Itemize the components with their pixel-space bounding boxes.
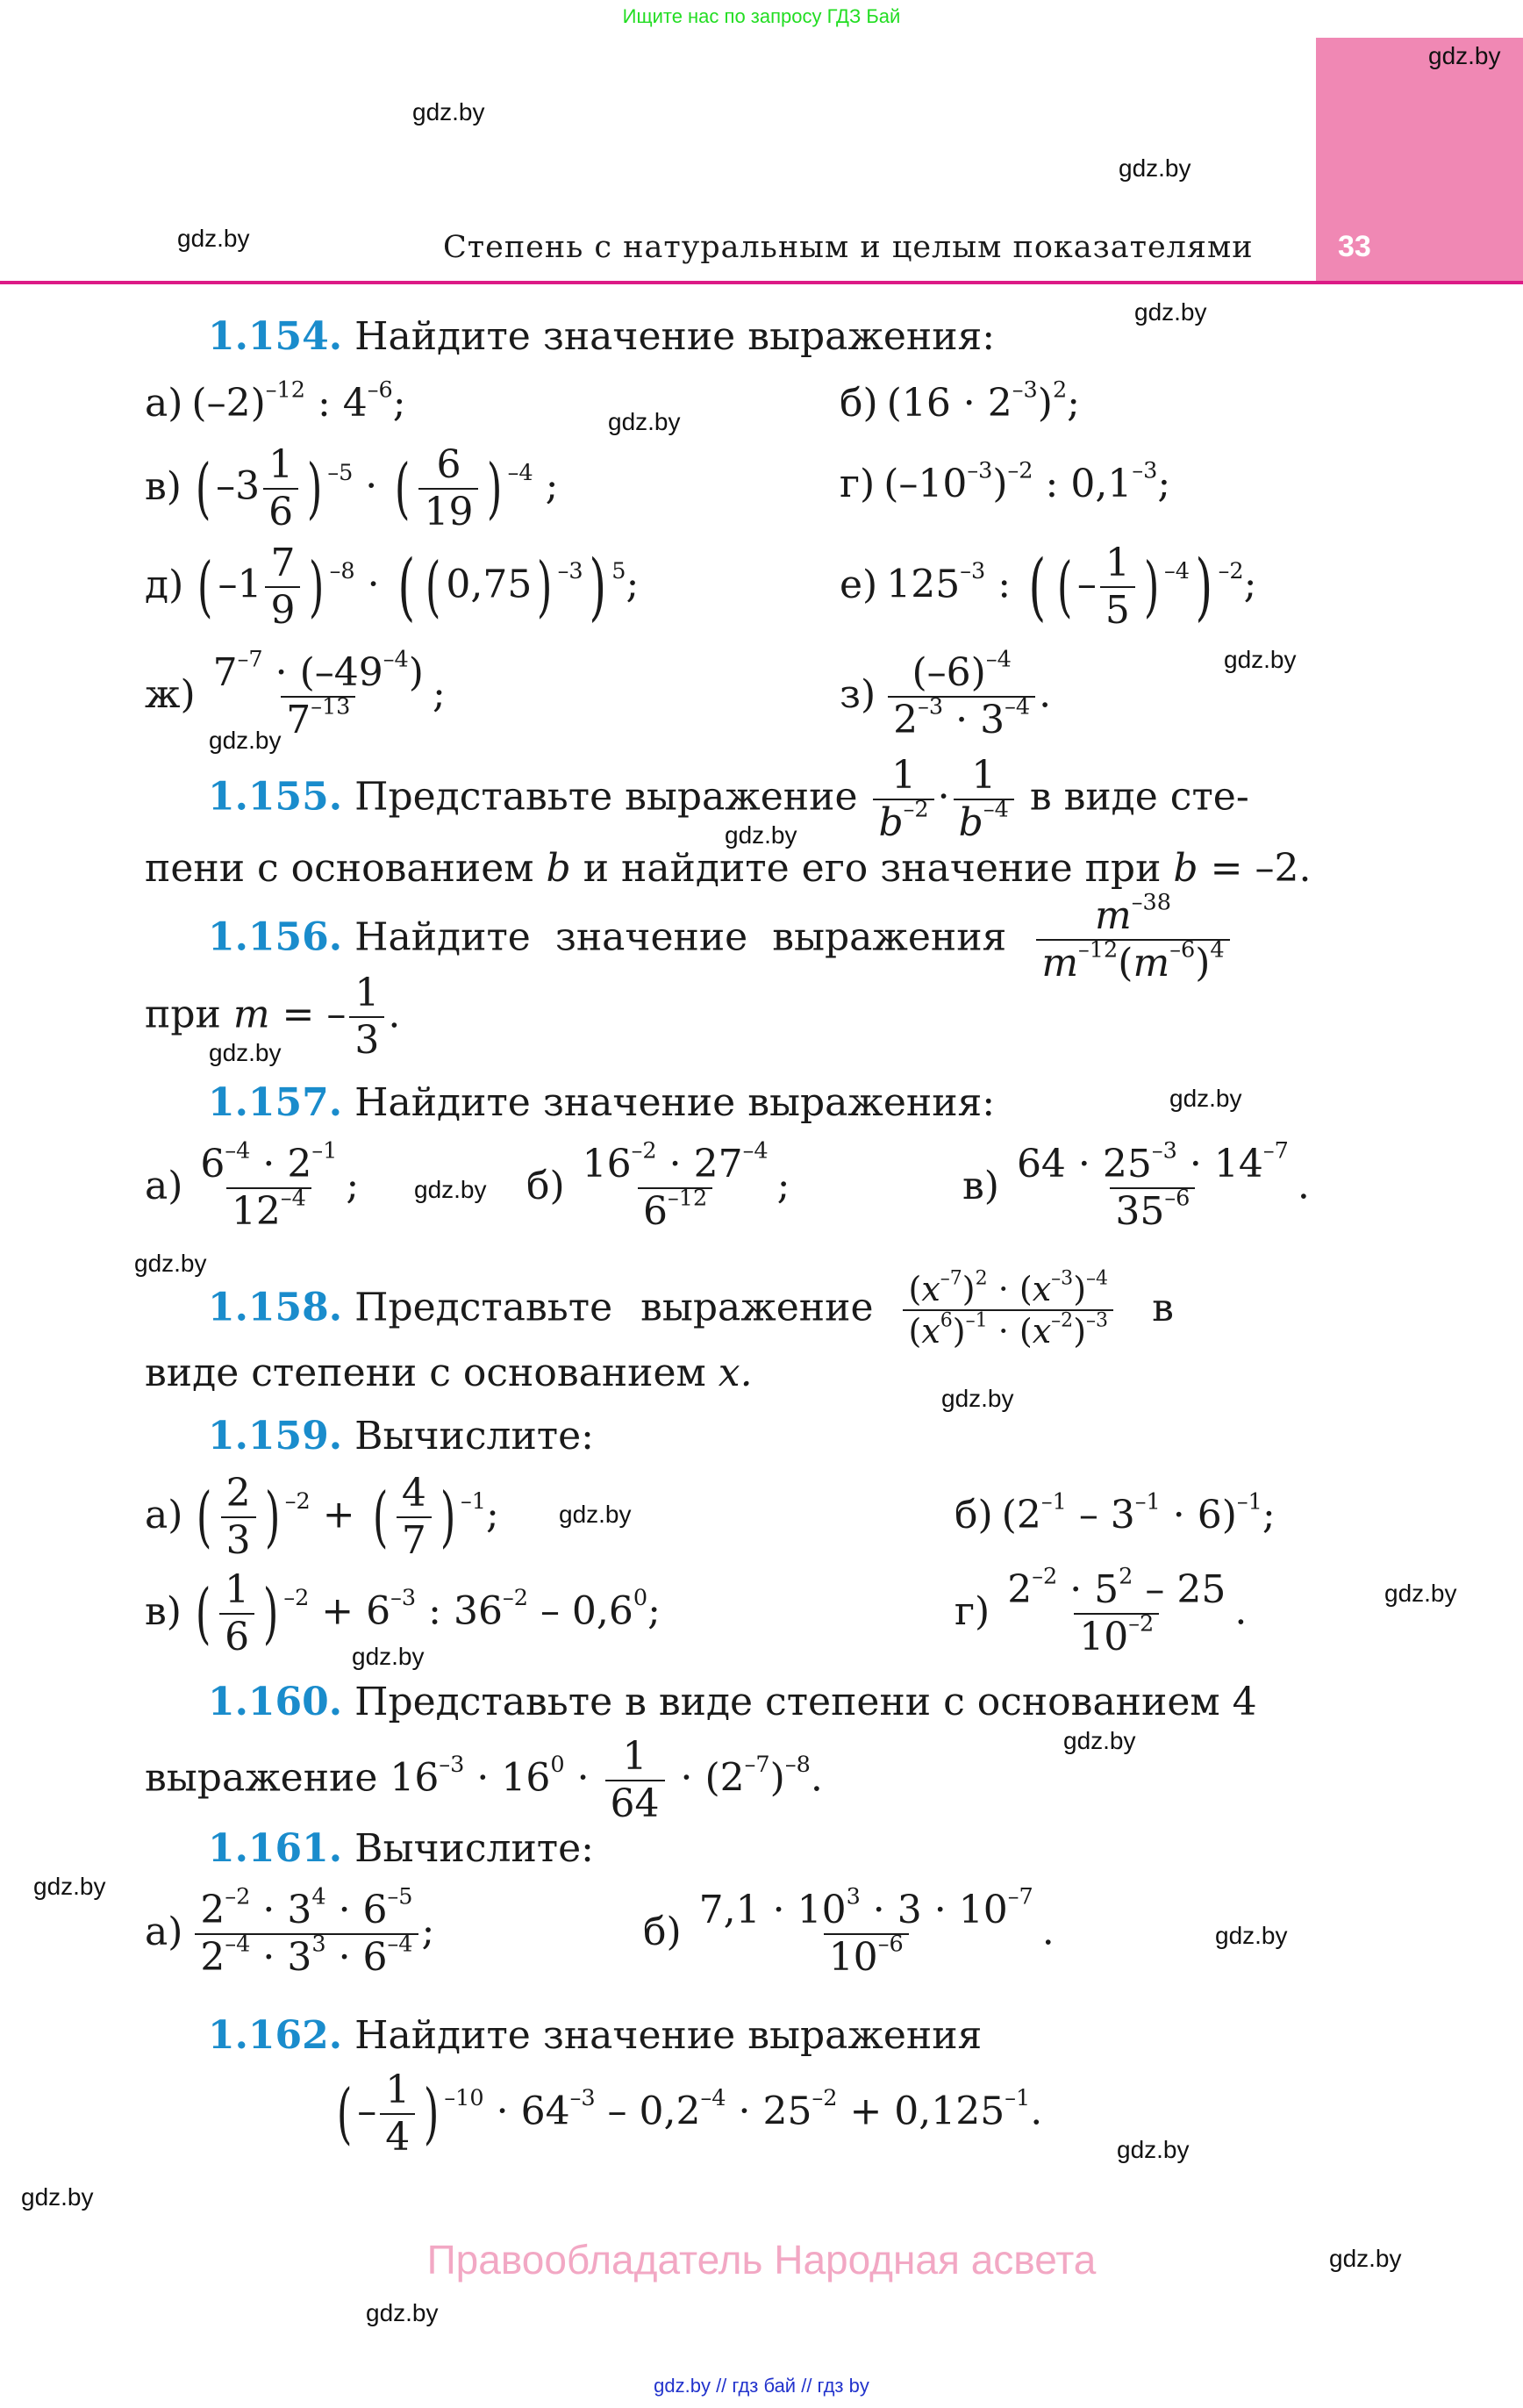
exercise-1-161-a: а) $\frac{2^{-2} \cdot 3^4 \cdot 6^{-5}}{2^{-4} \cdot 3^3 \cdot 6^{-4}}$ ; (145, 1883, 435, 1980)
exercise-1-156-line1: 1.156. Найдите значение выражения $\frac{m^{-38}}{m^{-12}(m^{-6})^4}$ (208, 897, 1233, 983)
copyright-notice: Правообладатель Народная асвета (426, 2237, 1097, 2283)
watermark: gdz.by (412, 98, 485, 125)
exercise-1-159-v: в) ( $\frac{1}{6}$ ) $^{-2} + 6^{-3}$ : $36^{-2} - 0,6^0$; (145, 1567, 661, 1659)
watermark: gdz.by (608, 408, 681, 435)
exercise-1-154-a: а) $(-2)^{-12}$ : $4^{-6}$; (145, 376, 406, 426)
watermark: gdz.by (1428, 42, 1501, 69)
exercise-1-162-heading: 1.162. Найдите значение выражения (208, 2013, 983, 2058)
running-title: Степень с натуральным и целым показателями (443, 230, 1254, 265)
search-banner: Ищите нас по запросу ГДЗ Бай (622, 5, 901, 27)
exercise-1-154-zh: ж) $\frac{7^{-7} \cdot (-49^{-4})}{7^{-13}}$ ; (145, 646, 446, 742)
watermark: gdz.by (177, 225, 250, 252)
exercise-1-154-e: е) $125^{-3}$ : ( ( – $\frac{1}{5}$ ) $^{-4}$) $^{-2}$; (840, 541, 1257, 633)
exercise-1-154-z: з) $\frac{(-6)^{-4}}{2^{-3} \cdot 3^{-4}}$ . (840, 646, 1052, 742)
exercise-1-158-line2: виде степени с основанием x. (145, 1351, 753, 1395)
exercise-1-161-b: б) $\frac{7,1 \cdot 10^3 \cdot 3 \cdot 10^{-7}}{10^{-6}}$ . (643, 1883, 1055, 1980)
watermark: gdz.by (414, 1176, 487, 1203)
exercise-1-157-v: в) $\frac{64 \cdot 25^{-3} \cdot 14^{-7}}{35^{-6}}$ . (962, 1137, 1310, 1234)
watermark: gdz.by (33, 1873, 106, 1900)
watermark: gdz.by (352, 1643, 425, 1670)
exercise-prompt: Найдите значение выражения: (354, 314, 996, 359)
exercise-1-162-expression: ( – $\frac{1}{4}$ ) $^{-10} \cdot 64^{-3} - 0,2^{-4} \cdot 25^{-2} + 0,125^{-1}$. (336, 2068, 1043, 2160)
watermark: gdz.by (725, 821, 797, 849)
watermark: gdz.by (21, 2183, 94, 2211)
watermark: gdz.by (1384, 1580, 1457, 1607)
exercise-1-154-g: г) $(-10^{-3})^{-2}$ : $0,1^{-3}$; (840, 457, 1171, 506)
watermark: gdz.by (1119, 154, 1191, 182)
watermark: gdz.by (1134, 298, 1207, 326)
footer-links[interactable]: gdz.by // гдз бай // гдз by (654, 2375, 869, 2397)
exercise-1-161-heading: 1.161. Вычислите: (208, 1826, 595, 1871)
exercise-1-157-b: б) $\frac{16^{-2} \cdot 27^{-4}}{6^{-12}}$ ; (526, 1137, 790, 1234)
watermark: gdz.by (366, 2299, 439, 2326)
exercise-1-154-b: б) $(16 \cdot 2^{-3})^2$; (840, 376, 1080, 426)
watermark: gdz.by (1169, 1085, 1242, 1112)
exercise-1-154-heading (208, 314, 996, 359)
watermark: gdz.by (1063, 1727, 1136, 1754)
header-rule (0, 281, 1523, 284)
exercise-1-160-line1: 1.160. Представьте в виде степени с основанием 4 (208, 1680, 1257, 1724)
watermark: gdz.by (1215, 1922, 1288, 1949)
watermark: gdz.by (1224, 646, 1297, 673)
exercise-1-159-b: б) $(2^{-1} - 3^{-1} \cdot 6)^{-1}$; (955, 1488, 1276, 1537)
exercise-1-160-line2: выражение $16^{-3} \cdot 16^0$ · $\frac{1}{64}$ · $(2^{-7})^{-8}$. (145, 1734, 823, 1826)
watermark: gdz.by (209, 1039, 282, 1066)
exercise-1-156-line2: при m = – $\frac{1}{3}$ . (145, 971, 401, 1063)
exercise-1-154-d: д) ( –1 $\frac{7}{9}$ ) $^{-8}$ · ( ( 0,75) $^{-3}$) $^5$; (145, 541, 640, 633)
watermark: gdz.by (559, 1501, 632, 1528)
watermark: gdz.by (134, 1250, 207, 1277)
exercise-1-155-line2: пени с основанием b и найдите его значение при b = –2. (145, 846, 1312, 891)
page-number: 33 (1338, 230, 1371, 263)
exercise-number: 1.154. (208, 314, 343, 359)
exercise-1-159-heading: 1.159. Вычислите: (208, 1414, 595, 1458)
exercise-1-155-line1: 1.155. Представьте выражение $\frac{1}{b^{-2}}$ · $\frac{1}{b^{-4}}$ в виде сте- (208, 753, 1249, 845)
exercise-1-154-v: в) ( –3 $\frac{1}{6}$ ) $^{-5}$ · ( $\frac{6}{19}$ ) $^{-4}$ ; (145, 442, 559, 534)
exercise-1-159-g: г) $\frac{2^{-2} \cdot 5^2 - 25}{10^{-2}}$ . (955, 1563, 1248, 1659)
watermark: gdz.by (1329, 2245, 1402, 2272)
watermark: gdz.by (1117, 2136, 1190, 2163)
exercise-1-157-a: а) $\frac{6^{-4} \cdot 2^{-1}}{12^{-4}}$ ; (145, 1137, 360, 1234)
exercise-1-159-a: а) ( $\frac{2}{3}$ ) $^{-2}$ + ( $\frac{4}{7}$ ) $^{-1}$; (145, 1471, 499, 1563)
watermark: gdz.by (209, 727, 282, 754)
exercise-1-158-line1: 1.158. Представьте выражение $\frac{(x^{-7})^2 \cdot (x^{-3})^{-4}}{(x^6)^{-1} \cdot (x^{-2})^{-3}}$ в (208, 1267, 1174, 1351)
watermark: gdz.by (941, 1385, 1014, 1412)
exercise-1-157-heading: 1.157. Найдите значение выражения: (208, 1080, 996, 1125)
